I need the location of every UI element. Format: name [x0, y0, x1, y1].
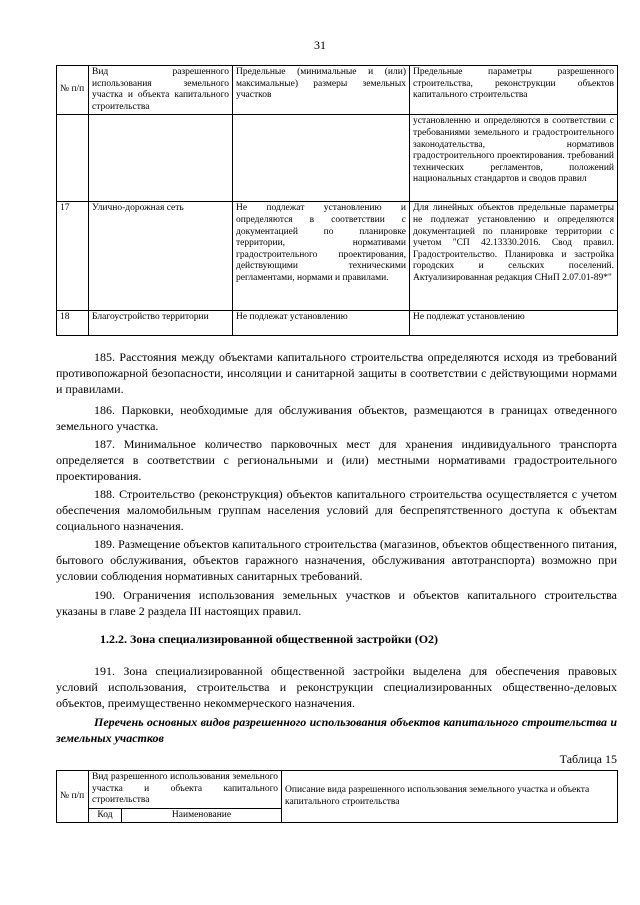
- paragraph-185: 185. Расстояния между объектами капитального строительства определяются исходя из требований противопожарной безопасности, инсоляции и санитарной защиты в соответствии с действующими нормами и правилами.: [56, 350, 617, 397]
- section-heading: 1.2.2. Зона специализированной общественной застройки (О2): [100, 632, 439, 646]
- header-size: Предельные (минимальные и (или) максимальные) размеры земельных участков: [233, 66, 410, 115]
- table-row-continuation: [57, 115, 618, 202]
- table-header-row: [57, 66, 618, 115]
- paragraph-188: 188. Строительство (реконструкция) объектов капитального строительства осуществляется с учетом обеспечения маломобильным группам населения условий для беспрепятственного доступа к объектам социального назначения.: [56, 487, 617, 534]
- uses-table: [56, 770, 618, 823]
- list-title: Перечень основных видов разрешенного использования объектов капитального строительства и земельных участков: [56, 715, 617, 746]
- row-params: Для линейных объектов предельные параметры не подлежат установлению и определяются документацией по планировке территории с учетом "СП 42.13330.2016. Свод правил. Градостроительство. Планировка и застройка городских и сельских поселений. Актуализированная редакция СНиП 2.07.01-89*": [410, 202, 618, 311]
- table-row: [57, 202, 618, 311]
- paragraph-189: 189. Размещение объектов капитального строительства (магазинов, объектов общественного питания, бытового обслуживания, объектов гаражного назначения, обслуживания автотранспорта) возможно при условии соблюдения нормативных санитарных требований.: [56, 537, 617, 584]
- header-num: № п/п: [57, 771, 89, 823]
- header-name: Наименование: [122, 808, 282, 823]
- header-desc: Описание вида разрешенного использования земельного участка и объекта капитального строительства: [282, 771, 618, 823]
- row-name: Благоустройство территории: [89, 311, 233, 336]
- row-num: 18: [57, 311, 89, 336]
- table-label: Таблица 15: [559, 752, 617, 766]
- paragraph-187: 187. Минимальное количество парковочных мест для хранения индивидуального транспорта определяется в соответствии с региональными и (или) местными нормативами градостроительного проектирования.: [56, 437, 617, 484]
- header-type: Вид разрешенного использования земельного участка и объекта капитального строительства: [89, 771, 282, 809]
- header-num: № п/п: [57, 66, 89, 115]
- paragraph-186: 186. Парковки, необходимые для обслуживания объектов, размещаются в границах отведенного земельного участка.: [56, 403, 617, 434]
- paragraph-190: 190. Ограничения использования земельных участков и объектов капитального строительства указаны в главе 2 раздела III настоящих правил.: [56, 588, 617, 619]
- row-params: Не подлежат установлению: [410, 311, 618, 336]
- header-type: Вид разрешенного использования земельного участка и объекта капитального строительства: [89, 66, 233, 115]
- header-params: Предельные параметры разрешенного строительства, реконструкции объектов капитального строительства: [410, 66, 618, 115]
- table-header-row: [57, 771, 618, 809]
- row-name: Улично-дорожная сеть: [89, 202, 233, 311]
- paragraph-191: 191. Зона специализированной общественной застройки выделена для обеспечения правовых условий использования, строительства и реконструкции специализированных общественно-деловых объектов, преимущественно некоммерческого назначения.: [56, 664, 617, 711]
- parameters-table: [56, 65, 618, 336]
- page-number: 31: [314, 38, 326, 52]
- row-num: 17: [57, 202, 89, 311]
- header-code: Код: [89, 808, 122, 823]
- cell-params-continued: установленню и определяются в соответствии с требованиями земельного и градостроительного законодательства, нормативов градостроительного проектирования. требований технических регламентов, положений национальных стандартов и сводов правил: [410, 115, 618, 202]
- row-size: Не подлежат установлению: [233, 311, 410, 336]
- row-size: Не подлежат установлению и определяются в соответствии с документацией по планировке территории, нормативами градостроительного проектирования, действующими техническими регламентами, нормами и правилами.: [233, 202, 410, 311]
- table-row: [57, 311, 618, 336]
